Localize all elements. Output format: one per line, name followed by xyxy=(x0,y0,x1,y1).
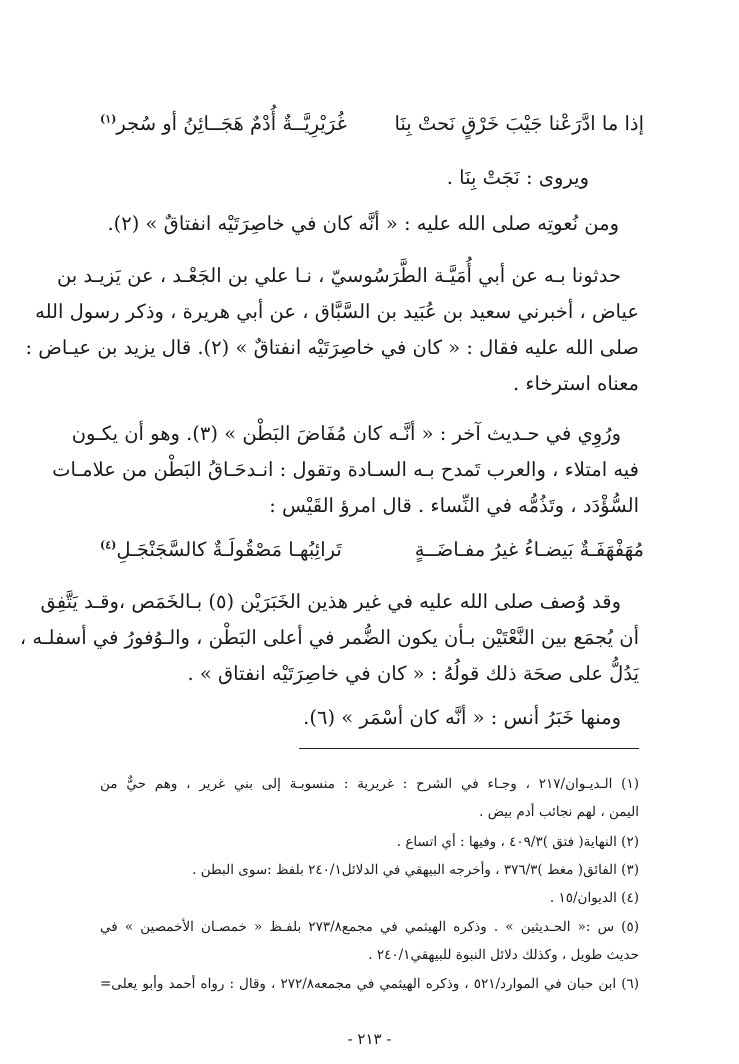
footnote: (٢) النهاية( فتق )٤٠٩/٣ ، وفيها : أي اتساع . xyxy=(396,834,639,850)
footnote-ref: (٤) xyxy=(100,538,117,552)
body-line: السُّؤْدَد ، وتَذُمُّه في النِّساء . قال امرؤ القَيْس : xyxy=(269,494,639,517)
footnote: (٤) الديوان/١٥ . xyxy=(549,890,639,906)
body-line: حدثونا بـه عن أبي أُمَيَّـة الطَّرَسُوسيّ ، نـا علي بن الجَعْـد ، عن يَزيـد بن xyxy=(56,264,621,287)
body-line: وقد وُصف صلى الله عليه في غير هذين الخَبَرَيْن (٥) بـالخَمَص ،وقـد يَتَّفِق xyxy=(40,590,621,613)
footnote: (٦) ابن حبان في الموارد/٥٢١ ، وذكره الهيثمي في مجمعه٢٧٢/٨ ، وقال : رواه أحمد وأبو يعلى= xyxy=(100,976,640,992)
body-line: أن يُجمَع بين النَّعْتَيْن بـأن يكون الضُّمر في أعلى البَطْن ، والـوُفورُ في أسفلـه ، xyxy=(19,626,639,649)
verse-2-first-hemistich: مُهَفْهَفَـةٌ بَيضـاءُ غيرُ مفـاضَــةٍ xyxy=(414,538,644,561)
footnote: (٥) س :« الحـديثين » . وذكره الهيثمي في مجمع٢٧٣/٨ بلفـظ « خمصـان الأخمصين » في xyxy=(100,919,639,935)
footnote: حديث طويل ، وكذلك دلائل النبوة للبيهقي٢٤٠/١ . xyxy=(368,947,639,963)
body-line: فيه امتلاء ، والعرب تَمدح بـه السـادة وتقول : انـدحَـاقُ البَطْن من علامـات xyxy=(52,458,639,481)
body-line: ورُوِي في حـديث آخر : « أنَّـه كان مُفَاضَ البَطْن » (٣). وهو أن يكـون xyxy=(71,422,621,445)
footnote-ref: (١) xyxy=(100,112,117,126)
verse-2-second-hemistich: تَرائِبُهـا مَصْقُولَـةٌ كالسَّجَنْجَـلِ$^{(٤)}$ xyxy=(100,538,342,561)
footnote: (٣) الفائق( مغط )٣٧٦/٣ ، وأخرجه البيهقي في الدلائل٢٤٠/١ بلفظ :سوى البطن . xyxy=(192,862,639,878)
body-line: معناه استرخاء . xyxy=(512,372,639,395)
body-line: يَدُلُّ على صحَة ذلك قولُهُ : « كان في خاصِرَتَيْه انفتاق » . xyxy=(187,662,639,685)
verse-1-first-hemistich: إذا ما ادَّرَعْنا جَيْبَ خَرْقٍ نَحتْ بِنَا xyxy=(394,112,644,135)
footnote: اليمن ، لهم نجائب أدم بيض . xyxy=(479,804,639,820)
body-line: صلى الله عليه فقال : « كان في خاصِرَتَيْه انفتاقٌ » (٢). قال يزيد بن عيـاض : xyxy=(25,336,639,359)
body-line: عياض ، أخبرني سعيد بن عُبَيد بن السَّبَّاق ، عن أبي هريرة ، وذكر رسول الله xyxy=(35,300,639,323)
body-line: ويروى : نَجَتْ بِنَا . xyxy=(446,166,589,189)
footnote: (١) الـديـوان/٢١٧ ، وجـاء في الشرح : غريرية : منسوبـة إلى بني غرير ، وهم حيٌّ من xyxy=(100,776,639,792)
verse-1-second-hemistich: غُرَيْرِيَّــةٌ أُدْمٌ هَجَــائِنُ أو سُجر$^{(١)}$ xyxy=(100,112,347,135)
body-line: ومن نُعوتِه صلى الله عليه : « أنَّه كان في خاصِرَتَيْه انفتاقٌ » (٢). xyxy=(107,212,619,235)
page-number: - ٢١٣ - xyxy=(347,1030,392,1048)
footnote-separator xyxy=(299,748,639,749)
body-line: ومنها خَبَرُ أنس : « أنَّه كان أسْمَر » (٦). xyxy=(303,706,621,729)
